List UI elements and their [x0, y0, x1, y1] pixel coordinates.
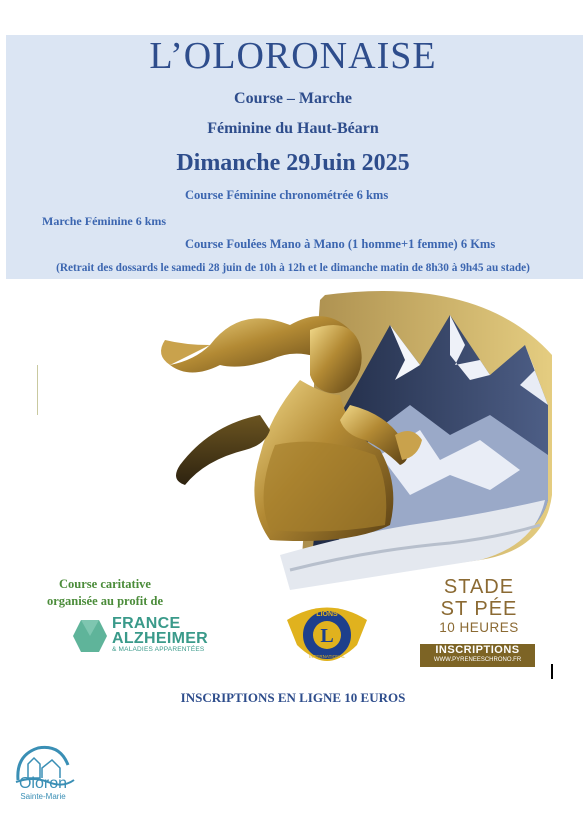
- charity-text: [30, 576, 180, 610]
- event-title: L’OLORONAISE: [149, 35, 437, 77]
- event-date: Dimanche 29Juin 2025: [176, 150, 410, 176]
- event-subtitle-1: Course – Marche: [234, 90, 352, 107]
- event-subtitle-2: Féminine du Haut-Béarn: [207, 120, 379, 137]
- lions-letter: L: [320, 625, 334, 647]
- text-cursor: [551, 664, 553, 679]
- charity-line-2: organisée au profit de: [46, 594, 164, 608]
- race-womens-timed: Course Féminine chronométrée 6 kms: [185, 188, 389, 202]
- lions-bottom-text: INTERNATIONAL: [309, 654, 345, 659]
- hexagon-icon: [72, 618, 108, 654]
- lions-top-text: LIONS: [316, 611, 338, 618]
- walk-womens: Marche Féminine 6 kms: [42, 214, 167, 228]
- lions-international-logo: [282, 600, 372, 670]
- registration-badge-url[interactable]: WWW.PYRENEESCHRONO.FR: [433, 657, 522, 663]
- fa-line-1: FRANCE: [112, 615, 181, 632]
- decorative-line: [37, 365, 38, 415]
- online-registration: INSCRIPTIONS EN LIGNE 10 EUROS: [180, 690, 406, 705]
- bib-pickup-info: (Retrait des dossards le samedi 28 juin de 10h à 12h et le dimanche matin de 8h30 à 9h45 au stade): [56, 262, 530, 274]
- town-subname: Sainte-Marie: [20, 792, 66, 801]
- venue-block: [420, 576, 538, 636]
- venue-line-1: STADE: [443, 576, 515, 598]
- charity-line-1: Course caritative: [59, 577, 151, 591]
- france-alzheimer-logo: [72, 616, 242, 656]
- registration-badge[interactable]: [420, 644, 535, 667]
- venue-line-3: 10 HEURES: [439, 620, 519, 635]
- race-mano-a-mano: Course Foulées Mano à Mano (1 homme+1 femme) 6 Kms: [185, 237, 496, 251]
- fa-line-3: & MALADIES APPARENTÉES: [112, 646, 205, 653]
- registration-badge-title: INSCRIPTIONS: [435, 644, 520, 656]
- fa-line-2: ALZHEIMER: [112, 630, 209, 647]
- town-name: Oloron: [18, 775, 68, 792]
- runner-mountain-illustration: [150, 285, 555, 590]
- venue-line-2: ST PÉE: [440, 598, 518, 620]
